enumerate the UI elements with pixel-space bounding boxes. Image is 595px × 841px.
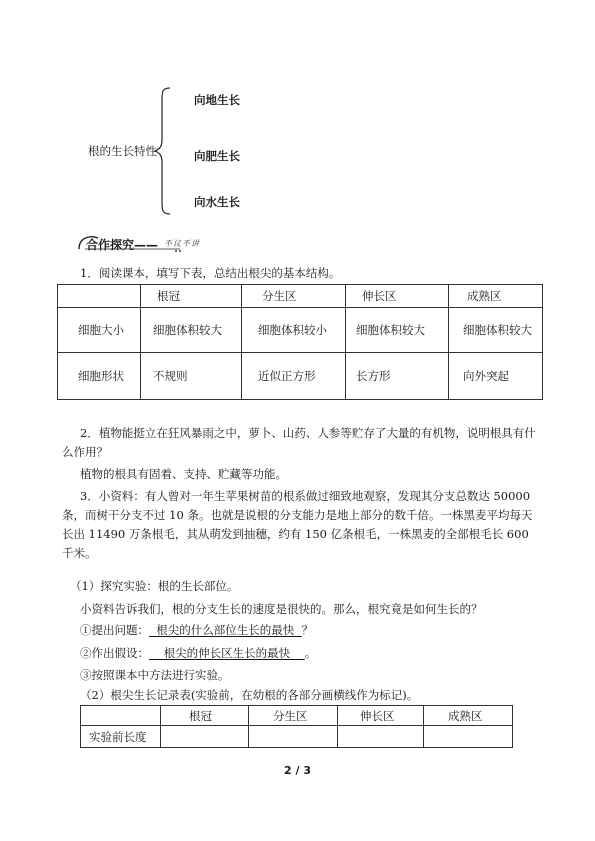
table-header-cell: 伸长区 (346, 285, 449, 308)
table-header-cell: 成熟区 (449, 285, 543, 308)
table-cell: 细胞体积较大 (346, 308, 449, 353)
table-cell: 近似正方形 (242, 353, 346, 400)
section-title (86, 236, 158, 253)
table-header-cell: 伸长区 (338, 706, 424, 726)
step-1-answer: 根尖的什么部位生长的最快 (149, 623, 302, 637)
experiment-2-title: （2）根尖生长记录表(实验前，在幼根的各部分画横线作为标记)。 (80, 688, 419, 702)
step-1 (80, 622, 313, 638)
table-cell: 向外突起 (449, 353, 543, 400)
question-2-answer: 植物的根具有固着、支持、贮藏等功能。 (80, 467, 287, 481)
question-2-text: 2．植物能挺立在狂风暴雨之中，萝卜、山药、人参等贮存了大量的有机物，说明根具有什么作用？ (62, 426, 536, 459)
table-header-cell (81, 706, 161, 726)
curly-brace-icon (154, 86, 172, 216)
table-header-row (81, 706, 513, 726)
table-header-cell: 分生区 (249, 706, 338, 726)
question-1-text: 1．阅读课本，填写下表，总结出根尖的基本结构。 (80, 266, 341, 280)
root-characteristics-label: 根的生长特性 (88, 144, 157, 158)
experiment-1-title: （1）探究实验：根的生长部位。 (70, 579, 239, 593)
table-header-cell: 分生区 (242, 285, 346, 308)
step-3: ③按照课本中方法进行实验。 (80, 668, 230, 682)
step-2-prefix: ②作出假设： (80, 646, 149, 660)
step-2 (80, 645, 316, 661)
experiment-1-intro: 小资料告诉我们，根的分支生长的速度是很快的。那么，根究竟是如何生长的？ (80, 602, 483, 616)
page-number: 2 / 3 (284, 764, 311, 777)
table-header-cell: 根冠 (141, 285, 242, 308)
growth-record-table (80, 705, 513, 748)
table-header-cell (58, 285, 141, 308)
section-title-text: 合作探究 (86, 238, 135, 252)
table-cell[interactable] (338, 726, 424, 748)
table-cell: 细胞体积较大 (449, 308, 543, 353)
step-1-suffix: ？ (301, 623, 314, 637)
table-cell: 细胞体积较大 (141, 308, 242, 353)
table-cell[interactable] (424, 726, 513, 748)
root-structure-table (57, 284, 543, 400)
table-cell: 实验前长度 (81, 726, 161, 748)
section-dash: —— (134, 238, 159, 252)
table-header-cell: 根冠 (161, 706, 249, 726)
table-cell: 细胞形状 (58, 353, 141, 400)
step-2-suffix: 。 (304, 646, 317, 660)
table-cell[interactable] (161, 726, 249, 748)
table-header-row (58, 285, 543, 308)
table-row (58, 308, 543, 353)
table-cell: 细胞大小 (58, 308, 141, 353)
table-cell: 长方形 (346, 353, 449, 400)
step-2-answer: 根尖的伸长区生长的最快 (149, 646, 305, 660)
characteristic-item-1: 向地生长 (194, 93, 240, 107)
section-subtitle: 不议不讲 (164, 239, 200, 248)
table-row (58, 353, 543, 400)
characteristic-item-3: 向水生长 (194, 195, 240, 209)
table-cell[interactable] (249, 726, 338, 748)
question-3-text: 3．小资料：有人曾对一年生苹果树苗的根系做过细致地观察，发现其分支总数达 50000 条，而树干分支不过 10 条。也就是说根的分支能力是地上部分的数千倍。一株黑麦平均每天长出 11490 万条根毛，其从萌发到抽穗，约有 150 亿条根毛，一株黑麦的全部根毛长 600 千米。 (62, 489, 533, 560)
characteristic-item-2: 向肥生长 (194, 149, 240, 163)
table-cell: 细胞体积较小 (242, 308, 346, 353)
step-1-prefix: ①提出问题： (80, 623, 149, 637)
table-cell: 不规则 (141, 353, 242, 400)
table-row (81, 726, 513, 748)
table-header-cell: 成熟区 (424, 706, 513, 726)
